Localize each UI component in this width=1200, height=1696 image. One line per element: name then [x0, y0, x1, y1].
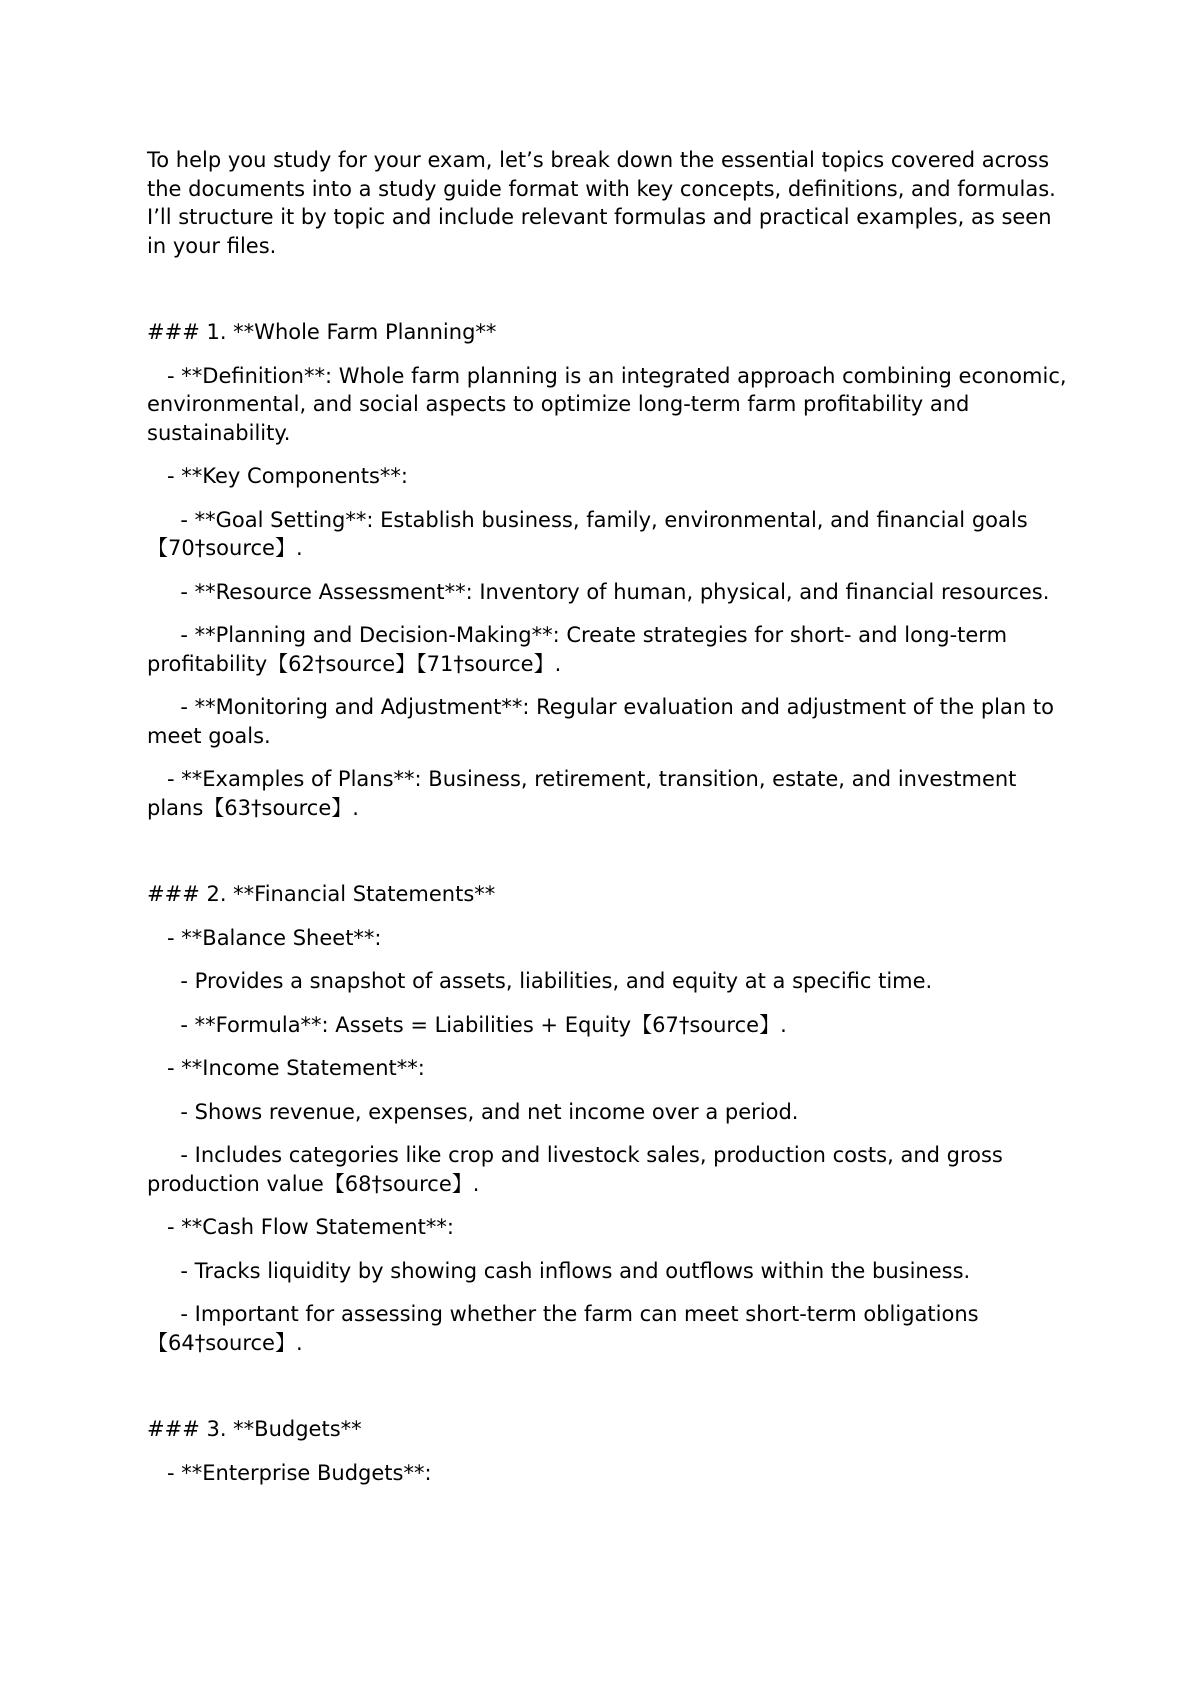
list-item-goal-setting: - **Goal Setting**: Establish business, family, environmental, and financial goals【70†source】.	[147, 507, 1028, 560]
list-item-balance-sheet-snapshot: - Provides a snapshot of assets, liabilities, and equity at a specific time.	[147, 969, 933, 993]
section-heading-whole-farm-planning: ### 1. **Whole Farm Planning**	[147, 320, 497, 344]
list-item-cash-flow-statement: - **Cash Flow Statement**:	[147, 1215, 454, 1239]
list-item-enterprise-budgets: - **Enterprise Budgets**:	[147, 1460, 432, 1485]
list-item-income-statement-categories: - Includes categories like crop and livestock sales, production costs, and gross production value【68†source】.	[147, 1143, 1010, 1196]
list-item-income-statement-revenue: - Shows revenue, expenses, and net income over a period.	[147, 1099, 799, 1124]
list-item-planning-decision-making: - **Planning and Decision-Making**: Create strategies for short- and long-term profitability【62†source】【71†source】.	[147, 623, 1014, 676]
list-item-cash-flow-obligations: - Important for assessing whether the farm can meet short-term obligations【64†source】.	[147, 1302, 979, 1355]
list-item-balance-sheet-formula: - **Formula**: Assets = Liabilities + Equity【67†source】.	[147, 1012, 787, 1037]
list-item-monitoring-adjustment: - **Monitoring and Adjustment**: Regular evaluation and adjustment of the plan to meet goals.	[147, 695, 1061, 748]
list-item-definition: - **Definition**: Whole farm planning is an integrated approach combining economic, environmental, and social aspects to optimize long-term farm profitability and sustainability.	[147, 363, 1074, 445]
list-item-examples-of-plans: - **Examples of Plans**: Business, retirement, transition, estate, and investment plans【63†source】.	[147, 767, 1024, 820]
list-item-key-components: - **Key Components**:	[147, 464, 408, 488]
list-item-income-statement: - **Income Statement**:	[147, 1056, 425, 1080]
section-heading-financial-statements: ### 2. **Financial Statements**	[147, 882, 496, 906]
list-item-resource-assessment: - **Resource Assessment**: Inventory of human, physical, and financial resources.	[147, 579, 1050, 604]
list-item-cash-flow-liquidity: - Tracks liquidity by showing cash inflows and outflows within the business.	[147, 1258, 971, 1283]
intro-paragraph: To help you study for your exam, let’s break down the essential topics covered across the documents into a study guide format with key concepts, definitions, and formulas. I’ll structure it by topic and include relevant formulas and practical examples, as seen in your files.	[147, 148, 1063, 258]
section-heading-budgets: ### 3. **Budgets**	[147, 1417, 362, 1441]
document-page	[147, 146, 1077, 1502]
list-item-balance-sheet: - **Balance Sheet**:	[147, 925, 382, 950]
